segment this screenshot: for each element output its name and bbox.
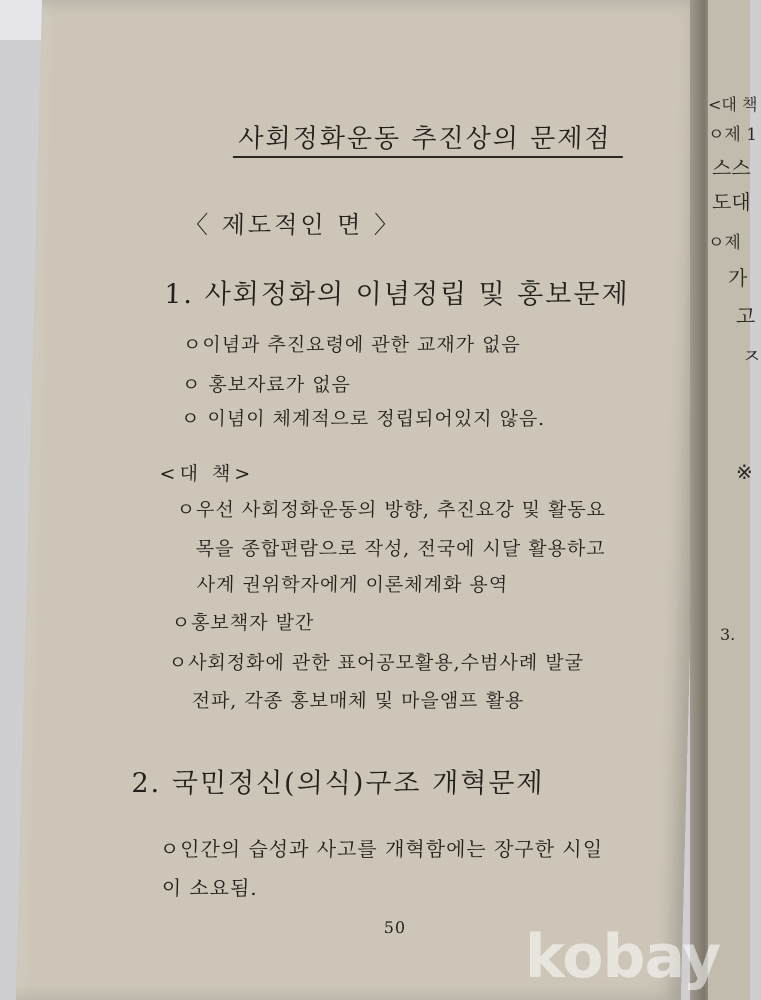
title-underline [233,156,623,158]
next-page-fragment: 스스 [712,156,751,180]
countermeasure-line-2: 목을 종합편람으로 작성, 전국에 시달 활용하고 [195,538,606,560]
heading-2: 2. 국민정신(의식)구조 개혁문제 [131,768,545,799]
next-page-fragment: 고 [736,304,756,328]
bullet-2-2: 이 소요됨. [161,876,259,900]
next-page-fragment: ㅇ제 [708,233,741,253]
page-title: 사회정화운동 추진상의 문제점 [237,124,612,154]
countermeasure-line-3: 사계 권위학자에게 이론체계화 용역 [196,574,509,596]
document-page [16,0,707,1000]
countermeasure-line-4: ㅇ홍보책자 발간 [171,612,315,634]
next-page-fragment: 3. [720,625,736,644]
next-page-fragment: ㅇ제 1 [708,125,758,145]
page-number: 50 [383,918,407,937]
next-page-edge [708,0,761,1000]
next-page-fragment: 가 [728,266,748,290]
next-page-fragment: 도대 [712,190,751,214]
bullet-1-1: ㅇ이념과 추진요령에 관한 교재가 없음 [182,334,522,356]
countermeasure-line-6: 전파, 각종 홍보매체 및 마을앰프 활용 [191,690,525,712]
bullet-1-3: ㅇ 이념이 체계적으로 정립되어있지 않음. [180,408,546,430]
next-page-fragment: ※ [736,460,753,484]
next-page-fragment: ㅈ [742,344,761,368]
countermeasure-line-5: ㅇ사회정화에 관한 표어공모활용,수범사례 발굴 [168,652,585,674]
next-page-fragment: <대 책 [708,95,758,114]
bullet-2-1: ㅇ인간의 습성과 사고를 개혁함에는 장구한 시일 [159,837,604,861]
countermeasure-line-1: ㅇ우선 사회정화운동의 방향, 추진요강 및 활동요 [176,499,607,521]
countermeasure-label: <대 책> [159,463,255,485]
section-heading: 〈 제도적인 면 〉 [183,211,402,239]
heading-1: 1. 사회정화의 이념정립 및 홍보문제 [163,279,630,310]
bullet-1-2: ㅇ 홍보자료가 없음 [181,374,352,396]
watermark-logo: kobay [525,922,721,992]
